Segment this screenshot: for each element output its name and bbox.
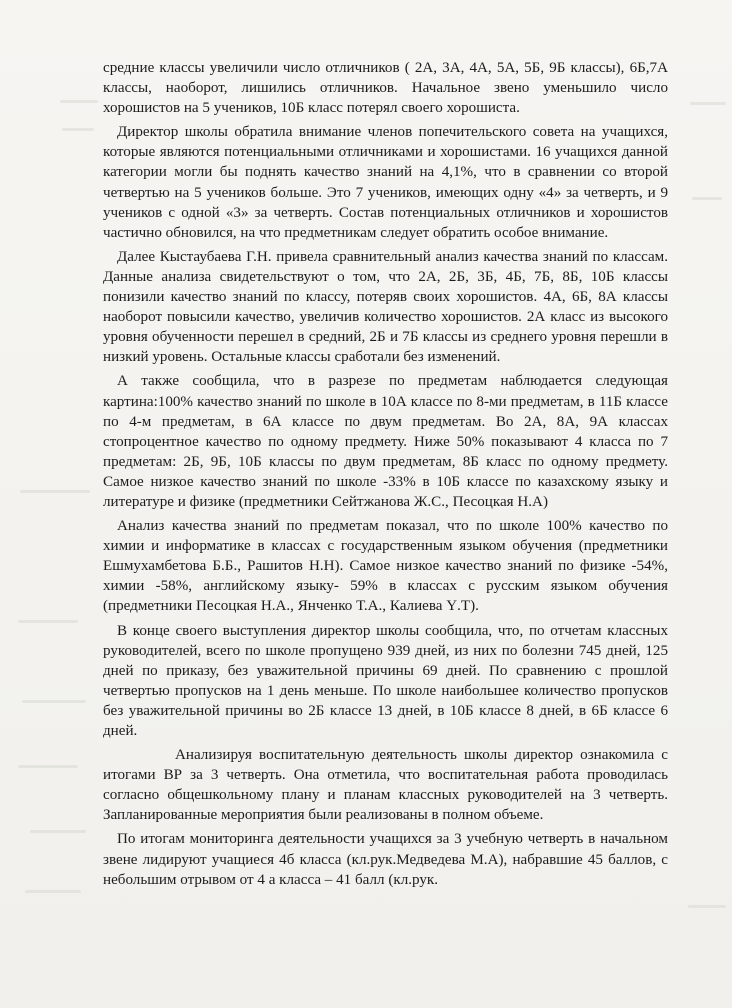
paragraph: Анализ качества знаний по предметам показал, что по школе 100% качество по химии и информатике в классах с государственным языком обучения (предметники Ешмухамбетова Б.Б., Рашитов Н.Н). Самое низкое качество знаний по физике -54%, химии -58%, английскому языку- 59% в классах с русским языком обучения (предметники Песоцкая Н.А., Янченко Т.А., Калиева Ү.Т). [103,518,668,615]
paragraph: А также сообщила, что в разрезе по предметам наблюдается следующая картина:100% качество знаний по школе в 10А классе по 8-ми предметам, в 11Б классе по 4-м предметам, в 6А классе по двум предметам. Во 2А, 8А, 9А классах стопроцентное качество по одному предмету. Ниже 50% показывают 4 класса по 7 предметам: 2Б, 9Б, 10Б классы по двум предметам, 8Б класс по одному предмету. Самое низкое качество знаний по школе -33% в 10Б классе по казахскому языку и литературе и физике (предметники Сейтжанова Ж.С., Песоцкая Н.А) [103,373,668,510]
body-text [103,58,668,894]
paragraph: Далее Кыстаубаева Г.Н. привела сравнительный анализ качества знаний по классам. Данные анализа свидетельствуют о том, что 2А, 2Б, 3Б, 4Б, 7Б, 8Б, 10Б классы понизили качество знаний по классу, потеряв своих хорошистов. 4А, 6Б, 8А классы наоборот повысили качество, увеличив количество хорошистов. 2А класс из высокого уровня обученности перешел в средний, 2Б и 7Б классы из среднего уровня перешли в низкий уровень. Остальные классы сработали без изменений. [103,248,668,366]
paragraph: Директор школы обратила внимание членов попечительского совета на учащихся, которые являются потенциальными отличниками и хорошистами. 16 учащихся данной категории могли бы поднять качество знаний на 4,1%, что в сравнении со второй четвертью на 5 учеников больше. Это 7 учеников, имеющих одну «4» за четверть, и 9 учеников с одной «3» за четверть. Состав потенциальных отличников и хорошистов частично обновился, на что предметникам следует обратить особое внимание. [103,124,668,241]
paragraph: По итогам мониторинга деятельности учащихся за 3 учебную четверть в начальном звене лидируют учащиеся 4б класса (кл.рук.Медведева М.А), набравшие 45 баллов, с небольшим отрывом от 4 а класса – 41 балл (кл.рук. [103,831,668,888]
paragraph: средние классы увеличили число отличников ( 2А, 3А, 4А, 5А, 5Б, 9Б классы), 6Б,7А классы, наоборот, лишились отличников. Начальное звено уменьшило число хорошистов на 5 учеников, 10Б класс потерял своего хорошиста. [103,60,668,117]
paragraph: Анализируя воспитательную деятельность школы директор ознакомила с итогами ВР за 3 четверть. Она отметила, что воспитательная работа проводилась согласно общешкольному плану и планам классных руководителей на 3 четверть. Запланированные мероприятия были реализованы в полном объеме. [103,747,668,824]
paragraph: В конце своего выступления директор школы сообщила, что, по отчетам классных руководителей, всего по школе пропущено 939 дней, из них по болезни 745 дней, 125 дней по приказу, без уважительной причины 69 дней. По сравнению с прошлой четвертью пропусков на 1 день меньше. По школе наибольшее количество пропусков без уважительной причины во 2Б классе 13 дней, в 10Б классе 8 дней, в 6Б классе 6 дней. [103,622,668,739]
